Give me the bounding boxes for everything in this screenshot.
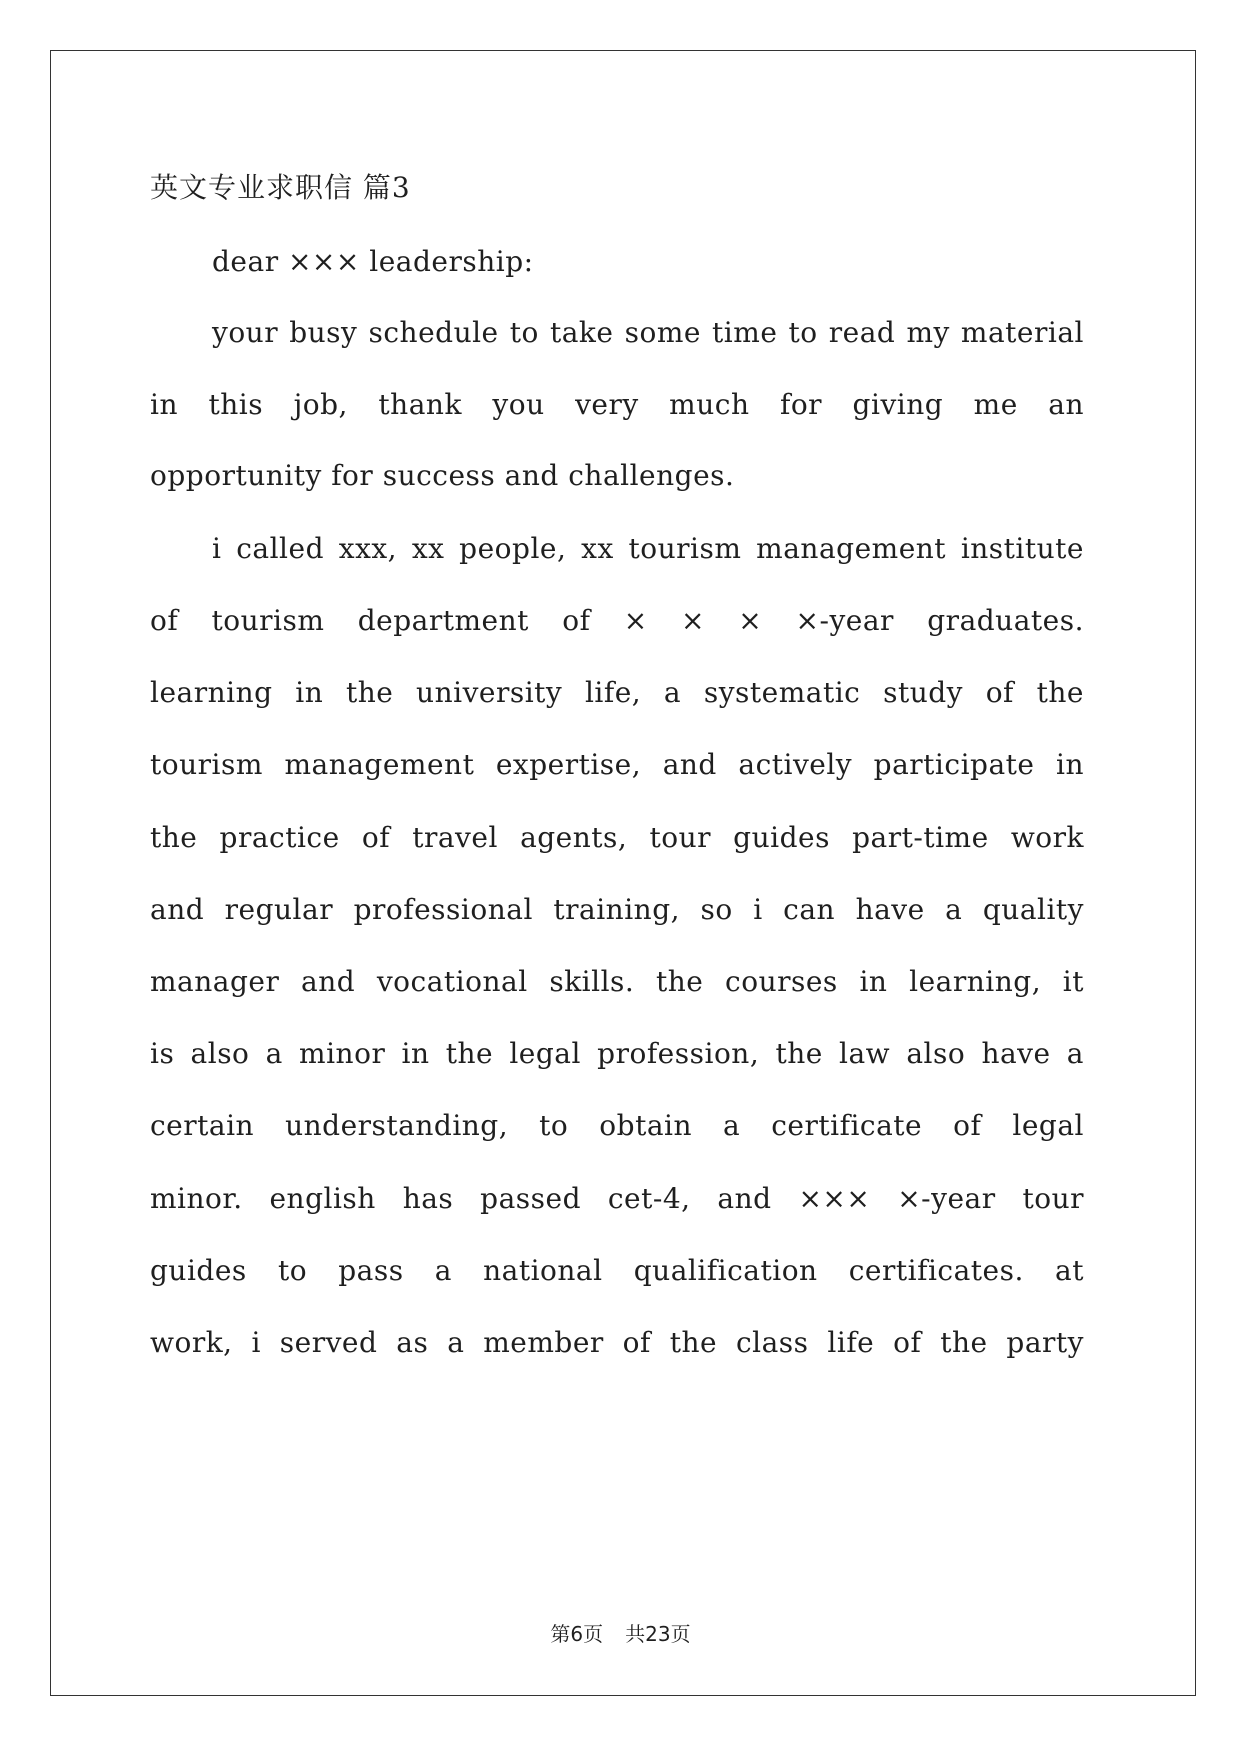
body-line: minor. english has passed cet-4, and ××× ×-year tour xyxy=(150,1182,1084,1215)
page-footer xyxy=(0,1620,1241,1648)
body-line: in this job, thank you very much for giving me an xyxy=(150,388,1084,421)
body-line: i called xxx, xx people, xx tourism management institute xyxy=(212,532,1084,565)
salutation-line: dear ××× leadership: xyxy=(212,245,534,278)
body-line: tourism management expertise, and actively participate in xyxy=(150,748,1084,781)
page-border xyxy=(50,50,1196,1696)
body-line: work, i served as a member of the class life of the party xyxy=(150,1326,1084,1359)
body-line: of tourism department of × × × ×-year graduates. xyxy=(150,604,1084,637)
body-line: is also a minor in the legal profession, the law also have a xyxy=(150,1037,1084,1070)
body-line: the practice of travel agents, tour guides part-time work xyxy=(150,821,1084,854)
page-total: 共23页 xyxy=(625,1622,691,1646)
body-line: manager and vocational skills. the courses in learning, it xyxy=(150,965,1084,998)
letter-heading: 英文专业求职信 篇3 xyxy=(150,171,411,204)
body-line: opportunity for success and challenges. xyxy=(150,459,735,492)
body-line: certain understanding, to obtain a certificate of legal xyxy=(150,1109,1084,1142)
body-line: and regular professional training, so i can have a quality xyxy=(150,893,1084,926)
body-line: your busy schedule to take some time to read my material xyxy=(212,316,1084,349)
page-number: 第6页 xyxy=(550,1622,604,1646)
body-line: learning in the university life, a systematic study of the xyxy=(150,676,1084,709)
body-line: guides to pass a national qualification certificates. at xyxy=(150,1254,1084,1287)
